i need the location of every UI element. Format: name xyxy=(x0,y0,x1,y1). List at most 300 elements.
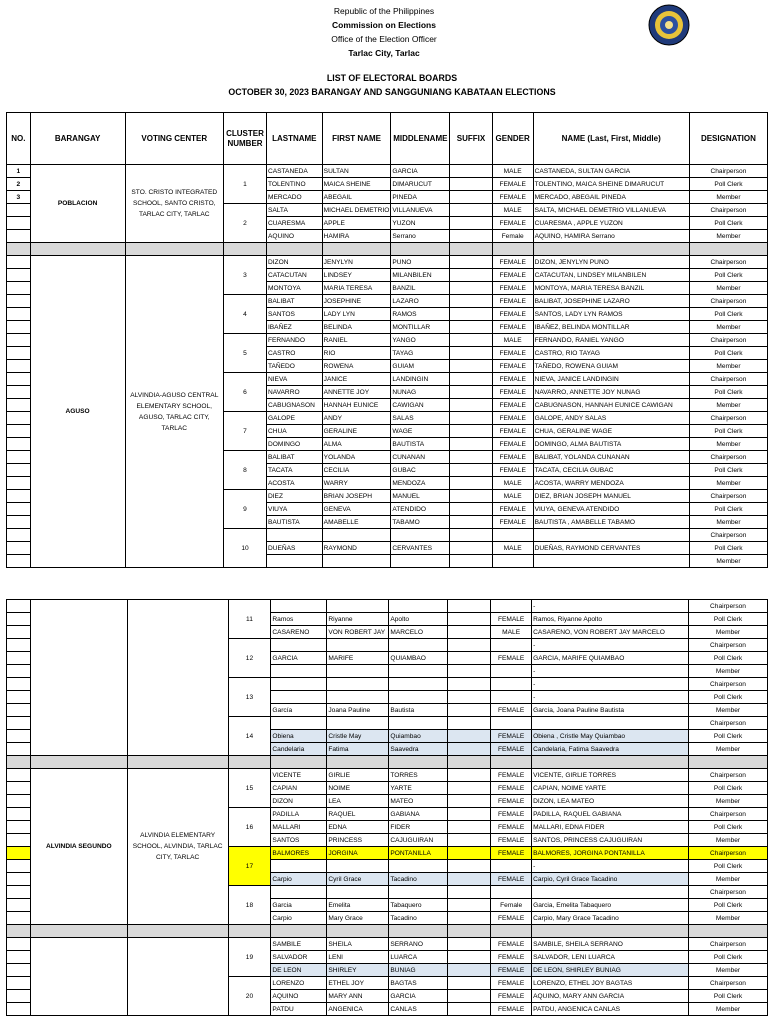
gender-cell: MALE xyxy=(492,334,533,347)
suffix-cell xyxy=(448,1003,491,1016)
middlename-cell: Tacadino xyxy=(389,873,448,886)
lastname-cell: GARCIA xyxy=(271,652,327,665)
firstname-cell: MAICA SHEINE xyxy=(322,178,391,191)
suffix-cell xyxy=(448,769,491,782)
gender-cell: MALE xyxy=(492,477,533,490)
row-number: 2 xyxy=(7,178,31,191)
commission-line: Commission on Elections xyxy=(332,20,436,30)
firstname-cell xyxy=(327,691,389,704)
suffix-cell xyxy=(448,808,491,821)
full-name-cell: VIUYA, GENEVA ATENDIDO xyxy=(533,503,689,516)
full-name-cell: Ramos, Riyanne Apolto xyxy=(532,613,689,626)
designation-cell: Poll Clerk xyxy=(689,217,767,230)
electoral-board-table-1 xyxy=(6,112,768,568)
middlename-cell: BAGTAS xyxy=(389,977,448,990)
suffix-cell xyxy=(448,860,491,873)
designation-cell: Chairperson xyxy=(689,977,768,990)
row-number xyxy=(7,282,31,295)
row-number xyxy=(7,360,31,373)
row-number xyxy=(7,334,31,347)
full-name-cell: CHUA, GERALINE WAGE xyxy=(533,425,689,438)
suffix-cell xyxy=(450,438,492,451)
full-name-cell: AQUINO, MARY ANN GARCIA xyxy=(532,990,689,1003)
cluster-number: 14 xyxy=(228,717,271,756)
table-row xyxy=(7,256,768,269)
lastname-cell xyxy=(271,678,327,691)
middlename-cell: YARTE xyxy=(389,782,448,795)
suffix-cell xyxy=(448,639,491,652)
designation-cell: Member xyxy=(689,477,767,490)
suffix-cell xyxy=(448,912,491,925)
firstname-cell: HAMIRA xyxy=(322,230,391,243)
suffix-cell xyxy=(450,386,492,399)
gender-cell: FEMALE xyxy=(491,808,532,821)
row-number xyxy=(7,951,31,964)
firstname-cell xyxy=(327,600,389,613)
full-name-cell: MONTOYA, MARIA TERESA BANZIL xyxy=(533,282,689,295)
designation-cell: Chairperson xyxy=(689,600,768,613)
firstname-cell: RAQUEL xyxy=(327,808,389,821)
cluster-number: 19 xyxy=(228,938,271,977)
full-name-cell: BALIBAT, JOSEPHINE LAZARO xyxy=(533,295,689,308)
suffix-cell xyxy=(450,256,492,269)
electoral-board-table-2 xyxy=(6,599,768,1016)
row-number xyxy=(7,308,31,321)
gender-cell: Female xyxy=(491,899,532,912)
middlename-cell: GARCIA xyxy=(389,990,448,1003)
designation-cell: Member xyxy=(689,795,768,808)
separator-cell xyxy=(492,243,533,256)
full-name-cell: DUEÑAS, RAYMOND CERVANTES xyxy=(533,542,689,555)
suffix-cell xyxy=(450,204,492,217)
row-number xyxy=(7,451,31,464)
designation-cell: Member xyxy=(689,516,767,529)
full-name-cell: CUARESMA , APPLE YUZON xyxy=(533,217,689,230)
header-row xyxy=(7,113,768,165)
firstname-cell: HANNAH EUNICE xyxy=(322,399,391,412)
suffix-cell xyxy=(450,490,492,503)
gender-cell: MALE xyxy=(492,542,533,555)
full-name-cell: CASARENO, VON ROBERT JAY MARCELO xyxy=(532,626,689,639)
firstname-cell: JENYLYN xyxy=(322,256,391,269)
firstname-cell: LEA xyxy=(327,795,389,808)
designation-cell: Poll Clerk xyxy=(689,782,768,795)
row-number xyxy=(7,1003,31,1016)
lastname-cell: DOMINGO xyxy=(266,438,322,451)
row-number xyxy=(7,639,31,652)
lastname-cell: BALIBAT xyxy=(266,295,322,308)
row-number xyxy=(7,769,31,782)
middlename-cell: MONTILLAR xyxy=(391,321,450,334)
firstname-cell: CECILIA xyxy=(322,464,391,477)
separator-cell xyxy=(491,756,532,769)
designation-cell: Member xyxy=(689,834,768,847)
doc-title xyxy=(0,71,768,99)
gender-cell: FEMALE xyxy=(491,704,532,717)
middlename-cell: YUZON xyxy=(391,217,450,230)
suffix-cell xyxy=(448,600,491,613)
voting-center-cell xyxy=(127,938,228,1016)
section-separator-row xyxy=(7,925,768,938)
row-number xyxy=(7,899,31,912)
full-name-cell: Carpio, Mary Grace Tacadino xyxy=(532,912,689,925)
firstname-cell: GIRLIE xyxy=(327,769,389,782)
designation-cell: Chairperson xyxy=(689,717,768,730)
middlename-cell: CUNANAN xyxy=(391,451,450,464)
cluster-number: 9 xyxy=(224,490,267,529)
row-number xyxy=(7,477,31,490)
middlename-cell: DIMARUCUT xyxy=(391,178,450,191)
middlename-cell xyxy=(389,639,448,652)
suffix-cell xyxy=(448,990,491,1003)
row-number xyxy=(7,964,31,977)
full-name-cell: SANTOS, LADY LYN RAMOS xyxy=(533,308,689,321)
middlename-cell xyxy=(389,691,448,704)
lastname-cell: García xyxy=(271,704,327,717)
middlename-cell: NUNAG xyxy=(391,386,450,399)
suffix-cell xyxy=(448,847,491,860)
lastname-cell xyxy=(271,665,327,678)
gender-cell: FEMALE xyxy=(491,821,532,834)
suffix-cell xyxy=(450,542,492,555)
lastname-cell: PATDU xyxy=(271,1003,327,1016)
gender-cell: FEMALE xyxy=(491,847,532,860)
gender-cell xyxy=(491,639,532,652)
middlename-cell: TAYAG xyxy=(391,347,450,360)
title-line-2: OCTOBER 30, 2023 BARANGAY AND SANGGUNIANG KABATAAN ELECTIONS xyxy=(228,87,556,97)
middlename-cell: BAUTISTA xyxy=(391,438,450,451)
firstname-cell: BELINDA xyxy=(322,321,391,334)
gender-cell: FEMALE xyxy=(492,438,533,451)
designation-cell: Chairperson xyxy=(689,256,767,269)
full-name-cell: Obiena , Cristle May Quiambao xyxy=(532,730,689,743)
separator-cell xyxy=(7,756,31,769)
gender-cell xyxy=(492,529,533,542)
firstname-cell: LADY LYN xyxy=(322,308,391,321)
suffix-cell xyxy=(448,626,491,639)
designation-cell: Chairperson xyxy=(689,529,767,542)
full-name-cell: GALOPE, ANDY SALAS xyxy=(533,412,689,425)
middlename-cell xyxy=(391,529,450,542)
designation-cell: Member xyxy=(689,964,768,977)
suffix-cell xyxy=(448,782,491,795)
lastname-cell: TOLENTINO xyxy=(266,178,322,191)
firstname-cell: JORGINA xyxy=(327,847,389,860)
row-number xyxy=(7,678,31,691)
separator-cell xyxy=(224,243,267,256)
lastname-cell: Carpio xyxy=(271,912,327,925)
gender-cell: FEMALE xyxy=(491,613,532,626)
middlename-cell xyxy=(391,555,450,568)
middlename-cell xyxy=(389,717,448,730)
full-name-cell: NAVARRO, ANNETTE JOY NUNAG xyxy=(533,386,689,399)
designation-cell: Chairperson xyxy=(689,847,768,860)
middlename-cell: Tabaquero xyxy=(389,899,448,912)
separator-cell xyxy=(389,756,448,769)
firstname-cell: LENI xyxy=(327,951,389,964)
separator-cell xyxy=(689,925,768,938)
separator-cell xyxy=(125,243,224,256)
gender-cell: FEMALE xyxy=(492,282,533,295)
voting-center-cell xyxy=(127,600,228,756)
firstname-cell xyxy=(322,529,391,542)
middlename-cell: RAMOS xyxy=(391,308,450,321)
gender-cell: MALE xyxy=(492,490,533,503)
full-name-cell: CABUGNASON, HANNAH EUNICE CAWIGAN xyxy=(533,399,689,412)
suffix-cell xyxy=(450,178,492,191)
firstname-cell: Riyanne xyxy=(327,613,389,626)
firstname-cell: SHEILA xyxy=(327,938,389,951)
lastname-cell: PADILLA xyxy=(271,808,327,821)
middlename-cell: Quiambao xyxy=(389,730,448,743)
suffix-cell xyxy=(450,269,492,282)
lastname-cell: VIUYA xyxy=(266,503,322,516)
lastname-cell xyxy=(271,717,327,730)
middlename-cell: CAWIGAN xyxy=(391,399,450,412)
lastname-cell: SANTOS xyxy=(271,834,327,847)
gender-cell: FEMALE xyxy=(492,256,533,269)
middlename-cell: Saavedra xyxy=(389,743,448,756)
lastname-cell: CASARENO xyxy=(271,626,327,639)
row-number xyxy=(7,386,31,399)
designation-cell: Chairperson xyxy=(689,938,768,951)
suffix-cell xyxy=(448,873,491,886)
cluster-number: 4 xyxy=(224,295,267,334)
suffix-cell xyxy=(448,652,491,665)
designation-cell: Member xyxy=(689,873,768,886)
firstname-cell: YOLANDA xyxy=(322,451,391,464)
firstname-cell: ALMA xyxy=(322,438,391,451)
firstname-cell: RIO xyxy=(322,347,391,360)
barangay-cell xyxy=(30,600,127,756)
designation-cell: Chairperson xyxy=(689,451,767,464)
firstname-cell: SHIRLEY xyxy=(327,964,389,977)
row-number xyxy=(7,490,31,503)
middlename-cell: LAZARO xyxy=(391,295,450,308)
gender-cell: FEMALE xyxy=(491,964,532,977)
firstname-cell: Joana Pauline xyxy=(327,704,389,717)
cluster-number: 1 xyxy=(224,165,267,204)
middlename-cell xyxy=(389,886,448,899)
gender-cell xyxy=(491,600,532,613)
full-name-cell: AQUINO, HAMIRA Serrano xyxy=(533,230,689,243)
full-name-cell: - xyxy=(532,600,689,613)
gender-cell: FEMALE xyxy=(491,795,532,808)
cluster-number: 8 xyxy=(224,451,267,490)
row-number xyxy=(7,555,31,568)
suffix-cell xyxy=(448,977,491,990)
firstname-cell: PRINCESS xyxy=(327,834,389,847)
row-number xyxy=(7,990,31,1003)
full-name-cell: SANTOS, PRINCESS CAJUGUIRAN xyxy=(532,834,689,847)
suffix-cell xyxy=(450,217,492,230)
middlename-cell: PONTANILLA xyxy=(389,847,448,860)
middlename-cell: TABAMO xyxy=(391,516,450,529)
lastname-cell: GALOPE xyxy=(266,412,322,425)
row-number xyxy=(7,230,31,243)
middlename-cell: Bautista xyxy=(389,704,448,717)
designation-cell: Chairperson xyxy=(689,678,768,691)
lastname-cell: ACOSTA xyxy=(266,477,322,490)
designation-cell: Member xyxy=(689,626,768,639)
middlename-cell: PINEDA xyxy=(391,191,450,204)
designation-cell: Chairperson xyxy=(689,295,767,308)
firstname-cell xyxy=(327,678,389,691)
row-number xyxy=(7,691,31,704)
middlename-cell: Apolto xyxy=(389,613,448,626)
suffix-cell xyxy=(448,665,491,678)
separator-cell xyxy=(7,243,31,256)
designation-cell: Poll Clerk xyxy=(689,691,768,704)
gender-cell: FEMALE xyxy=(491,1003,532,1016)
separator-cell xyxy=(532,756,689,769)
cluster-number: 3 xyxy=(224,256,267,295)
lastname-cell xyxy=(266,555,322,568)
firstname-cell: MICHAEL DEMETRIO xyxy=(322,204,391,217)
gender-cell: FEMALE xyxy=(491,782,532,795)
gender-cell: MALE xyxy=(491,626,532,639)
row-number xyxy=(7,256,31,269)
row-number xyxy=(7,730,31,743)
full-name-cell: IBAÑEZ, BELINDA MONTILLAR xyxy=(533,321,689,334)
suffix-cell xyxy=(448,886,491,899)
lastname-cell: BALMORES xyxy=(271,847,327,860)
designation-cell: Chairperson xyxy=(689,886,768,899)
full-name-cell: SALVADOR, LENI LUARCA xyxy=(532,951,689,964)
lastname-cell: NAVARRO xyxy=(266,386,322,399)
table-row xyxy=(7,769,768,782)
middlename-cell: MENDOZA xyxy=(391,477,450,490)
row-number xyxy=(7,873,31,886)
full-name-cell: ACOSTA, WARRY MENDOZA xyxy=(533,477,689,490)
cluster-number: 5 xyxy=(224,334,267,373)
column-header: CLUSTER NUMBER xyxy=(224,113,267,165)
gender-cell: FEMALE xyxy=(492,295,533,308)
designation-cell: Member xyxy=(689,438,767,451)
separator-cell xyxy=(30,925,127,938)
separator-cell xyxy=(448,925,491,938)
middlename-cell: WAGE xyxy=(391,425,450,438)
firstname-cell: MARIFE xyxy=(327,652,389,665)
cluster-number: 6 xyxy=(224,373,267,412)
gender-cell: FEMALE xyxy=(491,938,532,951)
separator-cell xyxy=(127,756,228,769)
suffix-cell xyxy=(450,425,492,438)
gender-cell: MALE xyxy=(492,165,533,178)
lastname-cell: CABUGNASON xyxy=(266,399,322,412)
full-name-cell: - xyxy=(532,691,689,704)
designation-cell: Member xyxy=(689,912,768,925)
row-number xyxy=(7,425,31,438)
middlename-cell: FIDER xyxy=(389,821,448,834)
lastname-cell: MERCADO xyxy=(266,191,322,204)
designation-cell: Member xyxy=(689,282,767,295)
gender-cell xyxy=(491,691,532,704)
firstname-cell: GENEVA xyxy=(322,503,391,516)
full-name-cell: - xyxy=(532,665,689,678)
full-name-cell: Candelaria, Fatima Saavedra xyxy=(532,743,689,756)
designation-cell: Poll Clerk xyxy=(689,308,767,321)
firstname-cell: ROWENA xyxy=(322,360,391,373)
gender-cell: MALE xyxy=(492,204,533,217)
row-number xyxy=(7,717,31,730)
separator-cell xyxy=(30,756,127,769)
gender-cell: FEMALE xyxy=(492,269,533,282)
firstname-cell: APPLE xyxy=(322,217,391,230)
full-name-cell: LORENZO, ETHEL JOY BAGTAS xyxy=(532,977,689,990)
lastname-cell xyxy=(271,600,327,613)
lastname-cell: BALIBAT xyxy=(266,451,322,464)
designation-cell: Poll Clerk xyxy=(689,269,767,282)
gender-cell: FEMALE xyxy=(491,912,532,925)
full-name-cell: PADILLA, RAQUEL GABIANA xyxy=(532,808,689,821)
firstname-cell: ANDY xyxy=(322,412,391,425)
cluster-number: 16 xyxy=(228,808,271,847)
lastname-cell: NIEVA xyxy=(266,373,322,386)
row-number xyxy=(7,503,31,516)
full-name-cell: DE LEON, SHIRLEY BUNIAG xyxy=(532,964,689,977)
middlename-cell: ATENDIDO xyxy=(391,503,450,516)
suffix-cell xyxy=(450,347,492,360)
lastname-cell: Ramos xyxy=(271,613,327,626)
full-name-cell: SAMBILE, SHEILA SERRANO xyxy=(532,938,689,951)
full-name-cell: CATACUTAN, LINDSEY MILANBILEN xyxy=(533,269,689,282)
designation-cell: Poll Clerk xyxy=(689,821,768,834)
firstname-cell: ABEGAIL xyxy=(322,191,391,204)
row-number xyxy=(7,613,31,626)
row-number xyxy=(7,977,31,990)
lastname-cell: MALLARI xyxy=(271,821,327,834)
firstname-cell: BRIAN JOSEPH xyxy=(322,490,391,503)
suffix-cell xyxy=(448,717,491,730)
lastname-cell: SAMBILE xyxy=(271,938,327,951)
full-name-cell: SALTA, MICHAEL DEMETRIO VILLANUEVA xyxy=(533,204,689,217)
full-name-cell: BALMORES, JORGINA PONTANILLA xyxy=(532,847,689,860)
gender-cell: FEMALE xyxy=(492,399,533,412)
lastname-cell: DIEZ xyxy=(266,490,322,503)
suffix-cell xyxy=(448,834,491,847)
column-header: GENDER xyxy=(492,113,533,165)
column-header: VOTING CENTER xyxy=(125,113,224,165)
full-name-cell: Carpio, Cyril Grace Tacadino xyxy=(532,873,689,886)
gender-cell: FEMALE xyxy=(491,730,532,743)
row-number xyxy=(7,347,31,360)
lastname-cell: BAUTISTA xyxy=(266,516,322,529)
cluster-number: 20 xyxy=(228,977,271,1016)
middlename-cell: MANUEL xyxy=(391,490,450,503)
section-separator-row xyxy=(7,243,768,256)
firstname-cell: JANICE xyxy=(322,373,391,386)
full-name-cell: TOLENTINO, MAICA SHEINE DIMARUCUT xyxy=(533,178,689,191)
lastname-cell: Carpio xyxy=(271,873,327,886)
designation-cell: Poll Clerk xyxy=(689,899,768,912)
full-name-cell: - xyxy=(532,860,689,873)
cluster-number: 15 xyxy=(228,769,271,808)
gender-cell: FEMALE xyxy=(491,834,532,847)
gender-cell xyxy=(491,717,532,730)
row-number xyxy=(7,860,31,873)
firstname-cell: Cyril Grace xyxy=(327,873,389,886)
designation-cell: Member xyxy=(689,1003,768,1016)
column-header: DESIGNATION xyxy=(689,113,767,165)
gender-cell: FEMALE xyxy=(491,873,532,886)
lastname-cell: CHUA xyxy=(266,425,322,438)
gender-cell: FEMALE xyxy=(492,191,533,204)
row-number xyxy=(7,847,31,860)
separator-cell xyxy=(389,925,448,938)
full-name-cell: MERCADO, ABEGAIL PINEDA xyxy=(533,191,689,204)
row-number xyxy=(7,912,31,925)
